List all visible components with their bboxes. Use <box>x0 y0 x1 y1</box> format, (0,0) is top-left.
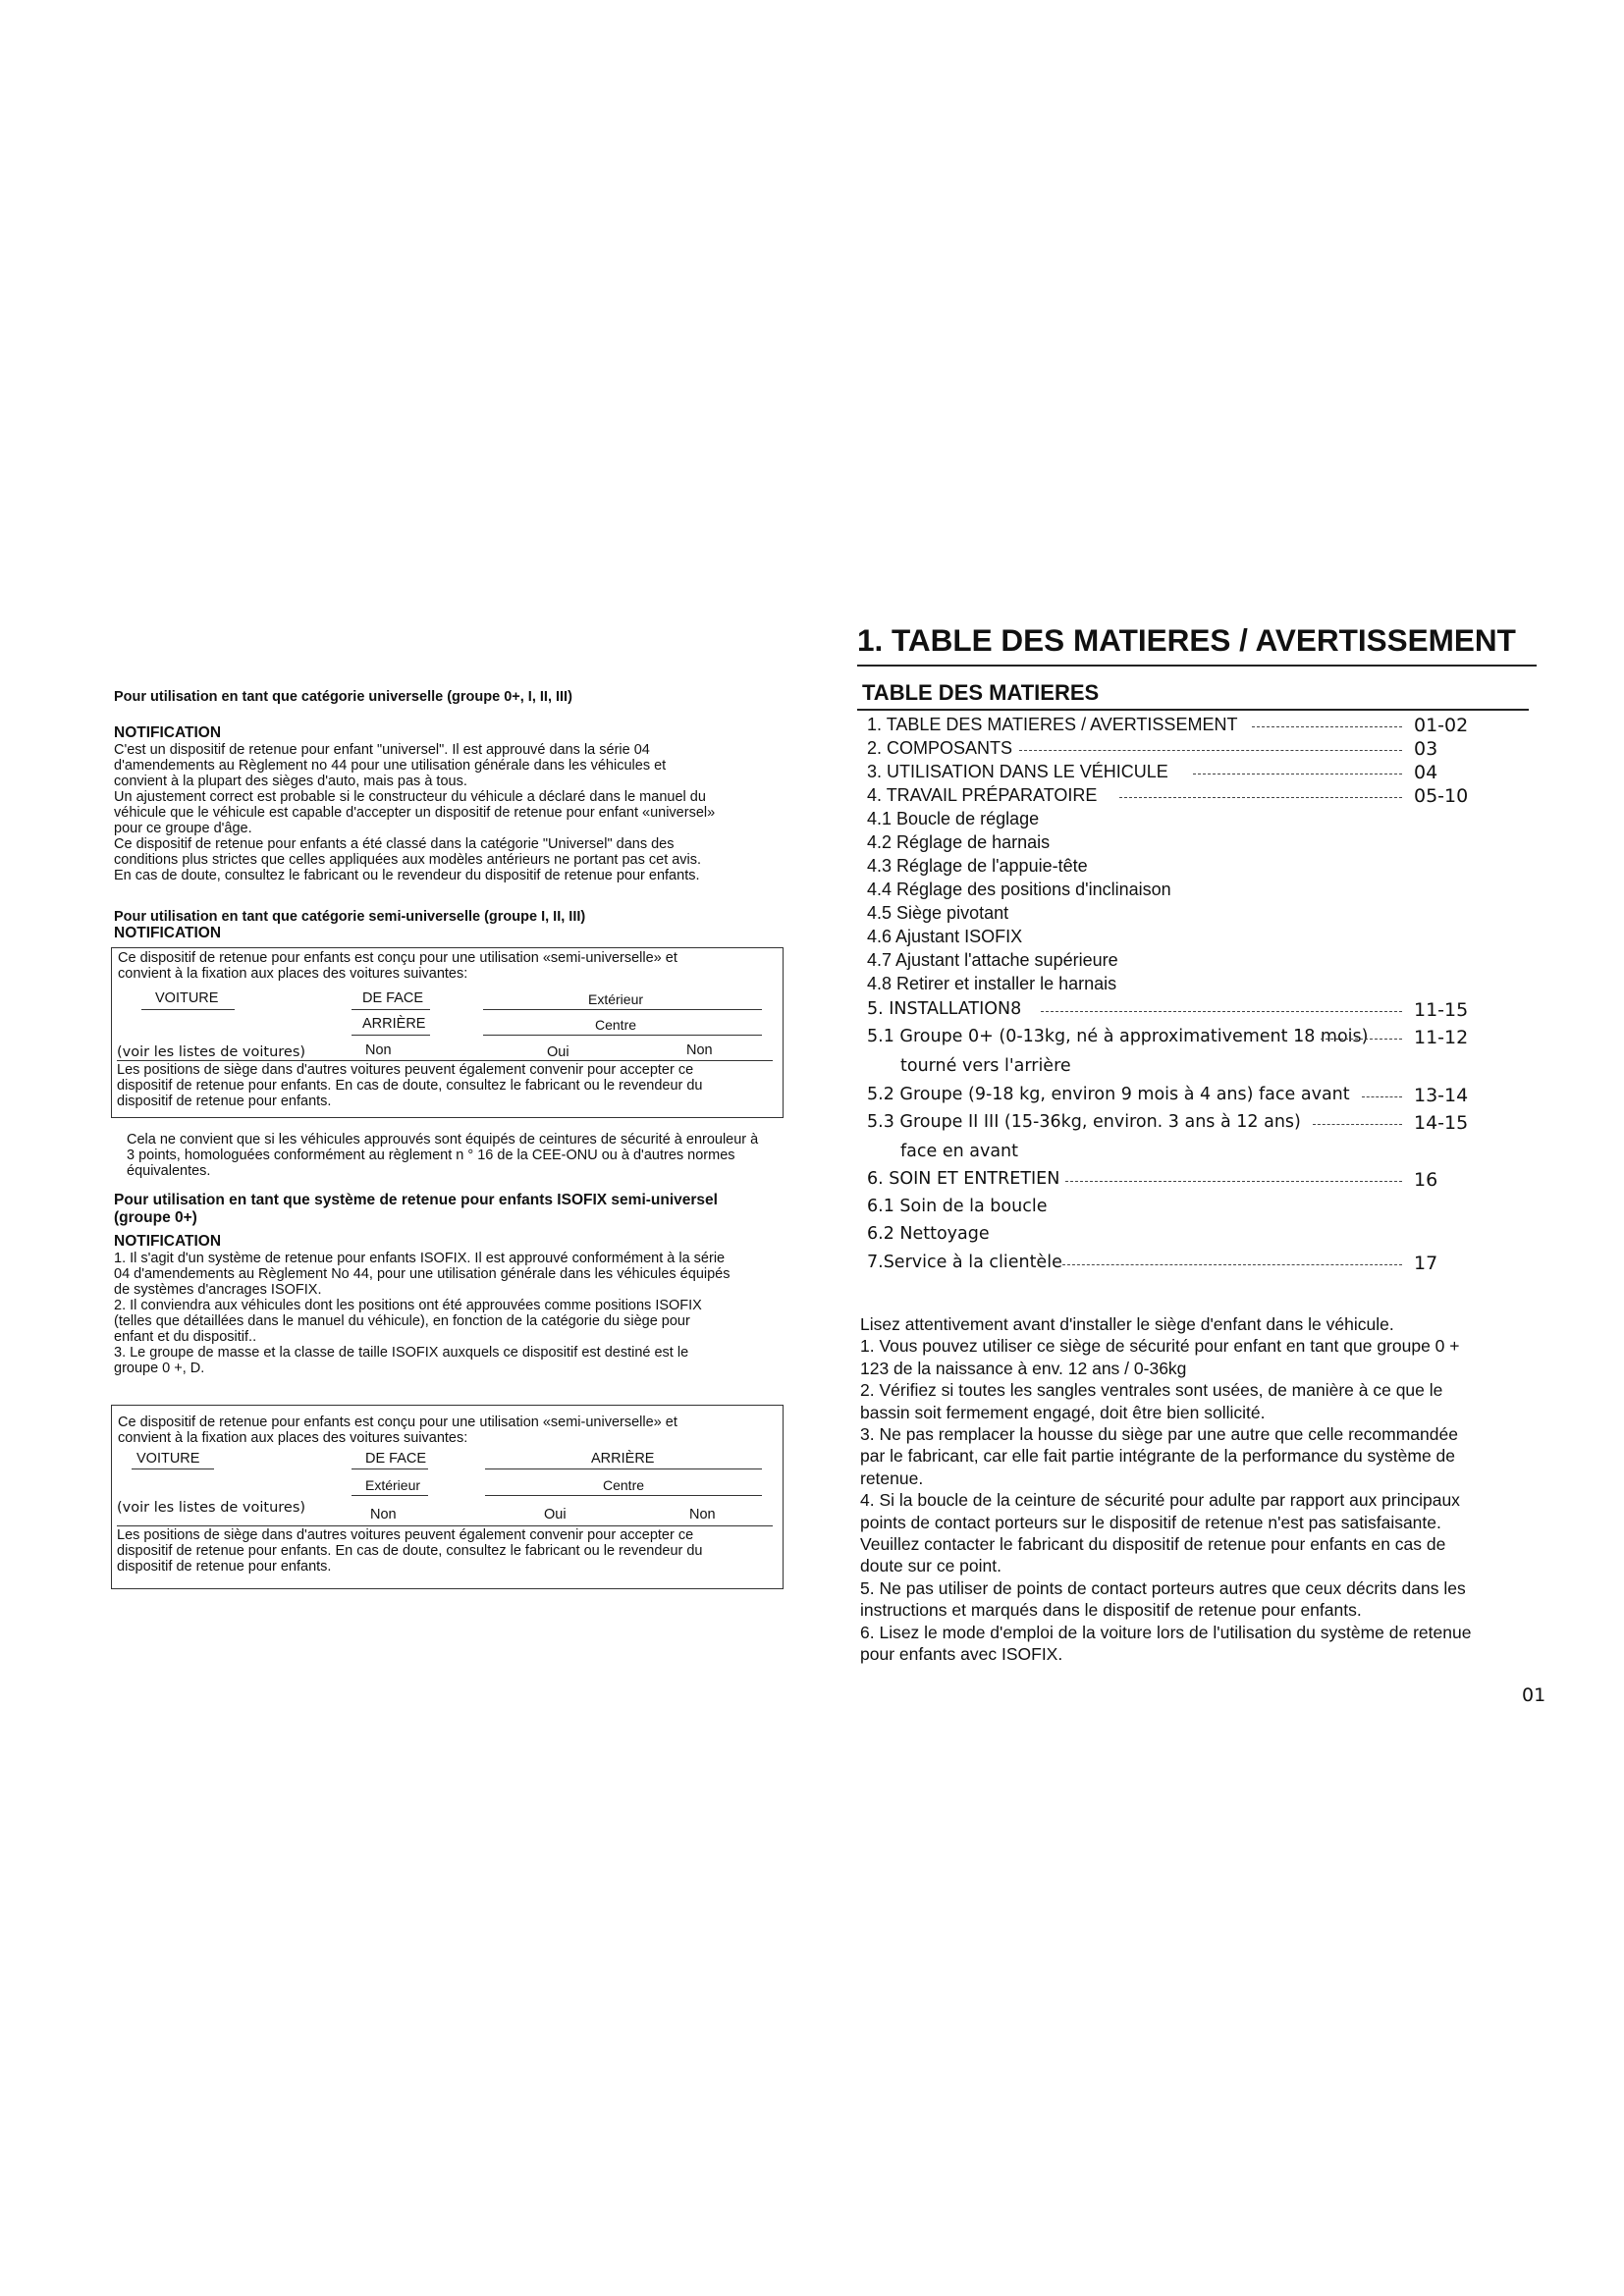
toc-leader-dots <box>1019 750 1402 751</box>
toc-entry-label: 4.5 Siège pivotant <box>867 903 1009 923</box>
toc-entry-page: 01-02 <box>1414 715 1469 736</box>
value-cell: Non <box>689 1507 716 1522</box>
box-outro <box>117 1062 703 1109</box>
arriere-header: ARRIÈRE <box>591 1451 655 1467</box>
divider <box>485 1495 762 1496</box>
text-line: 04 d'amendements au Règlement No 44, pour une utilisation générale dans les véhicules équipés <box>114 1266 731 1282</box>
universal-notification-text <box>114 742 801 883</box>
toc-entry-page: 17 <box>1414 1253 1438 1274</box>
toc-heading: TABLE DES MATIERES <box>862 680 1100 705</box>
isofix-notification-text <box>114 1251 801 1376</box>
toc-leader-dots <box>1252 726 1402 727</box>
toc-entry-label: 6. SOIN ET ENTRETIEN <box>867 1169 1060 1189</box>
toc-entry-label: face en avant <box>900 1142 1019 1161</box>
text-line: convient à la fixation aux places des voitures suivantes: <box>118 1430 468 1446</box>
box-outro <box>117 1527 703 1575</box>
toc-entry[interactable] <box>867 998 1469 1021</box>
toc-entry[interactable] <box>867 926 1466 947</box>
toc-entry[interactable] <box>867 879 1466 900</box>
text-line: équivalentes. <box>127 1163 211 1179</box>
toc-leader-dots <box>1062 1264 1402 1265</box>
warning-line: instructions et marqués dans le dispositif de retenue pour enfants. <box>860 1600 1362 1621</box>
toc-entry-page: 13-14 <box>1414 1085 1469 1106</box>
toc-entry[interactable] <box>867 1252 1466 1273</box>
title-line: Pour utilisation en tant que système de retenue pour enfants ISOFIX semi-universel <box>114 1192 718 1208</box>
text-line: 1. Il s'agit d'un système de retenue pour enfants ISOFIX. Il est approuvé conformément à la série <box>114 1251 726 1266</box>
section-universal-title: Pour utilisation en tant que catégorie universelle (groupe 0+, I, II, III) <box>114 689 572 705</box>
toc-entry[interactable] <box>867 1168 1466 1190</box>
warnings <box>860 1313 1528 1666</box>
notification-heading: NOTIFICATION <box>114 724 222 741</box>
text-line: Ce dispositif de retenue pour enfants a été classé dans la catégorie "Universel" dans des <box>114 836 675 852</box>
arriere-header: ARRIÈRE <box>362 1016 426 1032</box>
toc-entry[interactable] <box>867 808 1466 829</box>
warning-line: retenue. <box>860 1468 924 1488</box>
text-line: pour ce groupe d'âge. <box>114 821 252 836</box>
value-cell: Oui <box>547 1044 569 1060</box>
text-line: véhicule que le véhicule est capable d'accepter un dispositif de retenue pour enfant «universel» <box>114 805 716 821</box>
toc-entry-label: 4.1 Boucle de réglage <box>867 809 1040 828</box>
divider <box>132 1468 214 1469</box>
toc-entry-label: 7.Service à la clientèle <box>867 1253 1062 1272</box>
value-cell: Oui <box>544 1507 567 1522</box>
divider <box>117 1525 773 1526</box>
warning-line: points de contact porteurs sur le dispositif de retenue n'est pas satisfaisante. <box>860 1512 1441 1532</box>
toc-entry[interactable] <box>867 973 1466 994</box>
warning-line: doute sur ce point. <box>860 1556 1001 1576</box>
exterieur-header: Extérieur <box>365 1477 421 1493</box>
toc-entry-page: 11-12 <box>1414 1027 1469 1048</box>
toc-entry-label: 4.4 Réglage des positions d'inclinaison <box>867 880 1171 899</box>
toc-entry-label: 3. UTILISATION DANS LE VÉHICULE <box>867 762 1168 781</box>
toc-entry-label: 4. TRAVAIL PRÉPARATOIRE <box>867 785 1098 805</box>
warning-line: 3. Ne pas remplacer la housse du siège par une autre que celle recommandée <box>860 1424 1458 1445</box>
toc-leader-dots <box>1065 1181 1402 1182</box>
toc-entry-label: 1. TABLE DES MATIERES / AVERTISSEMENT <box>867 715 1238 734</box>
divider <box>352 1468 428 1469</box>
text-line: dispositif de retenue pour enfants. En cas de doute, consultez le fabricant ou le revendeur du <box>117 1078 703 1094</box>
text-line: 3 points, homologuées conformément au règlement n ° 16 de la CEE-ONU ou à d'autres normes <box>127 1148 735 1163</box>
toc-entry[interactable] <box>867 831 1466 853</box>
text-line: convient à la plupart des sièges d'auto, mais pas à tous. <box>114 774 467 789</box>
text-line: Les positions de siège dans d'autres voitures peuvent également convenir pour accepter ce <box>117 1062 694 1078</box>
toc-entry[interactable] <box>867 902 1466 924</box>
toc-entry-label: 4.8 Retirer et installer le harnais <box>867 974 1117 993</box>
toc-entry[interactable] <box>867 737 1466 759</box>
toc-entry-page: 14-15 <box>1414 1112 1469 1134</box>
divider <box>485 1468 762 1469</box>
voiture-header: VOITURE <box>155 990 219 1006</box>
toc-entry-label: 4.3 Réglage de l'appuie-tête <box>867 856 1088 876</box>
text-line: dispositif de retenue pour enfants. En cas de doute, consultez le fabricant ou le revendeur du <box>117 1543 703 1559</box>
de-face-header: DE FACE <box>362 990 424 1006</box>
section-semi-universal-title: Pour utilisation en tant que catégorie semi-universelle (groupe I, II, III) <box>114 909 586 925</box>
text-line: Ce dispositif de retenue pour enfants est conçu pour une utilisation «semi-universelle» et <box>118 950 677 966</box>
toc-entry-label: 2. COMPOSANTS <box>867 738 1013 758</box>
toc-entry-label: 5.1 Groupe 0+ (0-13kg, né à approximativement 18 mois) <box>867 1027 1369 1046</box>
warning-line: bassin soit fermement engagé, doit être bien sollicité. <box>860 1402 1266 1422</box>
title-line: (groupe 0+) <box>114 1209 197 1226</box>
toc-entry[interactable] <box>867 1026 1469 1048</box>
toc-leader-dots <box>1119 797 1402 798</box>
value-cell: Non <box>686 1042 713 1058</box>
box-intro <box>118 1415 677 1446</box>
toc-entry[interactable] <box>867 784 1469 807</box>
text-line: Les positions de siège dans d'autres voitures peuvent également convenir pour accepter ce <box>117 1527 694 1543</box>
toc-leader-dots <box>1313 1124 1402 1125</box>
voiture-header: VOITURE <box>136 1451 200 1467</box>
isofix-table-box <box>111 1405 784 1589</box>
section-isofix-title <box>114 1192 718 1227</box>
de-face-header: DE FACE <box>365 1451 427 1467</box>
divider <box>352 1495 428 1496</box>
warning-line: par le fabricant, car elle fait partie intégrante de la performance du système de <box>860 1446 1456 1467</box>
text-line: dispositif de retenue pour enfants. <box>117 1559 332 1575</box>
centre-header: Centre <box>603 1477 645 1493</box>
divider <box>483 1035 762 1036</box>
toc-entry-page: 03 <box>1414 738 1438 760</box>
centre-header: Centre <box>595 1017 637 1033</box>
warning-line: 6. Lisez le mode d'emploi de la voiture lors de l'utilisation du système de retenue <box>860 1622 1472 1642</box>
text-line: enfant et du dispositif.. <box>114 1329 257 1345</box>
toc-entry-label: 4.2 Réglage de harnais <box>867 832 1051 852</box>
toc-entry[interactable] <box>867 714 1469 736</box>
warning-line: Veuillez contacter le fabricant du dispositif de retenue pour enfants en cas de <box>860 1534 1446 1555</box>
toc-entry[interactable] <box>867 855 1466 877</box>
toc-entry-label: 5. INSTALLATION8 <box>867 999 1022 1019</box>
warning-line: 123 de la naissance à env. 12 ans / 0-36kg <box>860 1358 1187 1378</box>
toc-leader-dots <box>1321 1039 1402 1040</box>
exterieur-header: Extérieur <box>588 991 644 1007</box>
toc-leader-dots <box>1041 1011 1402 1012</box>
text-line: 3. Le groupe de masse et la classe de taille ISOFIX auxquels ce dispositif est destiné est le <box>114 1345 689 1361</box>
text-line: d'amendements au Règlement no 44 pour une utilisation générale dans les véhicules et <box>114 758 667 774</box>
text-line: conditions plus strictes que celles appliquées aux modèles antérieurs ne portant pas cet avis. <box>114 852 702 868</box>
toc-entry[interactable] <box>867 949 1466 971</box>
semi-universal-table-box <box>111 947 784 1118</box>
divider <box>352 1035 430 1036</box>
value-cell: Non <box>370 1507 397 1522</box>
text-line: 2. Il conviendra aux véhicules dont les positions ont été approuvées comme positions ISOFIX <box>114 1298 702 1313</box>
page-number: 01 <box>1522 1684 1546 1706</box>
toc-entry-label: 5.2 Groupe (9-18 kg, environ 9 mois à 4 ans) face avant <box>867 1085 1350 1104</box>
warning-line: Lisez attentivement avant d'installer le siège d'enfant dans le véhicule. <box>860 1314 1394 1334</box>
text-line: Un ajustement correct est probable si le constructeur du véhicule a déclaré dans le manuel du <box>114 789 706 805</box>
warning-line: 1. Vous pouvez utiliser ce siège de sécurité pour enfant en tant que groupe 0 + <box>860 1336 1460 1357</box>
toc-entry-page: 16 <box>1414 1169 1438 1191</box>
warning-line: 2. Vérifiez si toutes les sangles ventrales sont usées, de manière à ce que le <box>860 1380 1443 1401</box>
divider <box>483 1009 762 1010</box>
text-line: C'est un dispositif de retenue pour enfant "universel". Il est approuvé dans la série 04 <box>114 742 650 758</box>
text-line: groupe 0 +, D. <box>114 1361 205 1376</box>
notification-heading: NOTIFICATION <box>114 925 222 941</box>
toc-entry-label: 4.7 Ajustant l'attache supérieure <box>867 950 1118 970</box>
page-title: 1. TABLE DES MATIERES / AVERTISSEMENT <box>857 622 1516 658</box>
divider <box>352 1009 430 1010</box>
divider <box>141 1009 235 1010</box>
toc-entry[interactable] <box>867 1084 1469 1106</box>
text-line: de systèmes d'ancrages ISOFIX. <box>114 1282 322 1298</box>
toc-entry[interactable] <box>867 1223 1466 1245</box>
text-line: Ce dispositif de retenue pour enfants est conçu pour une utilisation «semi-universelle» et <box>118 1415 677 1430</box>
toc-entry[interactable] <box>900 1141 1499 1162</box>
toc-entry[interactable] <box>867 761 1466 782</box>
notification-heading: NOTIFICATION <box>114 1233 222 1250</box>
toc-entry[interactable] <box>900 1055 1499 1077</box>
toc-entry-page: 04 <box>1414 762 1438 783</box>
text-line: En cas de doute, consultez le fabricant ou le revendeur du dispositif de retenue pour enfants. <box>114 868 700 883</box>
text-line: dispositif de retenue pour enfants. <box>117 1094 332 1109</box>
text-line: Cela ne convient que si les véhicules approuvés sont équipés de ceintures de sécurité à enrouleur à <box>127 1132 759 1148</box>
toc-entry-page: 05-10 <box>1414 785 1469 807</box>
toc-entry-label: 4.6 Ajustant ISOFIX <box>867 927 1023 946</box>
text-line: (telles que détaillées dans le manuel du véhicule), en fonction de la catégorie du siège pour <box>114 1313 690 1329</box>
toc-leader-dots <box>1362 1096 1402 1097</box>
warning-line: 5. Ne pas utiliser de points de contact porteurs autres que ceux décrits dans les <box>860 1577 1466 1598</box>
warning-line: pour enfants avec ISOFIX. <box>860 1644 1063 1665</box>
text-line: convient à la fixation aux places des voitures suivantes: <box>118 966 468 982</box>
toc-entry-label: 6.2 Nettoyage <box>867 1224 990 1244</box>
warning-line: 4. Si la boucle de la ceinture de sécurité pour adulte par rapport aux principaux <box>860 1490 1460 1511</box>
title-underline <box>857 665 1537 667</box>
toc-entry-label: 5.3 Groupe II III (15-36kg, environ. 3 ans à 12 ans) <box>867 1112 1301 1132</box>
toc-heading-underline <box>857 709 1529 711</box>
toc-entry[interactable] <box>867 1111 1469 1134</box>
voir-listes: (voir les listes de voitures) <box>117 1044 306 1060</box>
voir-listes: (voir les listes de voitures) <box>117 1500 306 1516</box>
seatbelt-note <box>127 1132 814 1179</box>
divider <box>117 1060 773 1061</box>
value-cell: Non <box>365 1042 392 1058</box>
toc-entry[interactable] <box>867 1196 1466 1217</box>
toc-entry-page: 11-15 <box>1414 999 1469 1021</box>
toc-entry-label: 6.1 Soin de la boucle <box>867 1197 1048 1216</box>
box-intro <box>118 950 677 982</box>
toc-entry-label: tourné vers l'arrière <box>900 1056 1071 1076</box>
